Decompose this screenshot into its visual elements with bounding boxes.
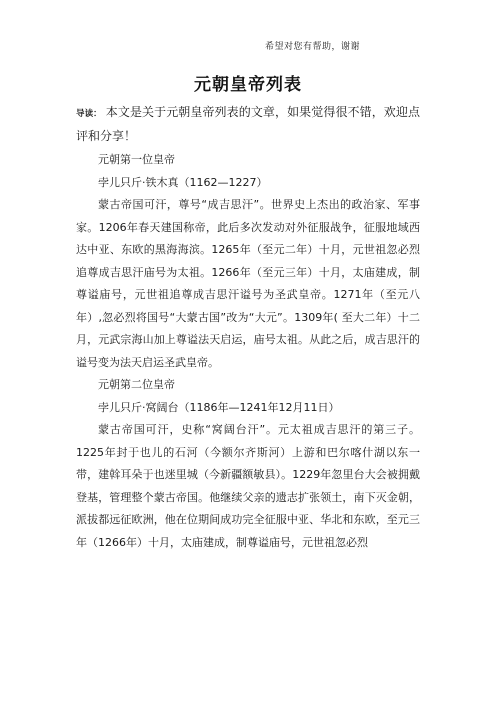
document-body: [76, 101, 420, 554]
intro-paragraph: [76, 101, 420, 147]
body-paragraph: 蒙古帝国可汗，史称“窝阔台汗”。元太祖成吉思汗的第三子。1225年封于也儿的石河（今额尔齐斯河）上游和巴尔喀什湖以东一带，建斡耳朵于也迷里城（今新疆额敏县）。1229年忽里台大会被拥戴登基，管理整个蒙古帝国。他继续父亲的遗志扩张领土，南下灭金朝，派拔都远征欧洲，他在位期间成功完全征服中亚、华北和东欧，至元三年（1266年）十月，太庙建成，制尊谥庙号，元世祖忽必烈: [76, 423, 420, 549]
body-paragraph: 蒙古帝国可汗，尊号“成吉思汗”。世界史上杰出的政治家、军事家。1206年春天建国称帝，此后多次发动对外征服战争，征服地域西达中亚、东欧的黑海海滨。1265年（至元二年）十月，元世祖忽必烈追尊成吉思汗庙号为太祖。1266年（至元三年）十月，太庙建成，制尊谥庙号，元世祖追尊成吉思汗谥号为圣武皇帝。1271年（至元八年）,忽必烈将国号“大蒙古国”改为“大元”。1309年( 至大二年）十二月，元武宗海山加上尊谥法天启运，庙号太祖。从此之后，成吉思汗的谥号变为法天启运圣武皇帝。: [76, 198, 420, 369]
document-title: 元朝皇帝列表: [194, 75, 302, 95]
section-heading: 元朝第一位皇帝: [98, 153, 175, 166]
section-heading: 元朝第二位皇帝: [98, 378, 175, 391]
intro-text: 本文是关于元朝皇帝列表的文章，如果觉得很不错，欢迎点评和分享！: [76, 105, 420, 143]
emperor-name: 孛儿只斤·铁木真（1162—1227）: [98, 175, 268, 189]
intro-label: 导读：: [76, 109, 102, 119]
header-note: 希望对您有帮助，谢谢: [264, 42, 360, 52]
emperor-name: 孛儿只斤·窝阔台（1186年—1241年12月11日）: [98, 400, 340, 414]
